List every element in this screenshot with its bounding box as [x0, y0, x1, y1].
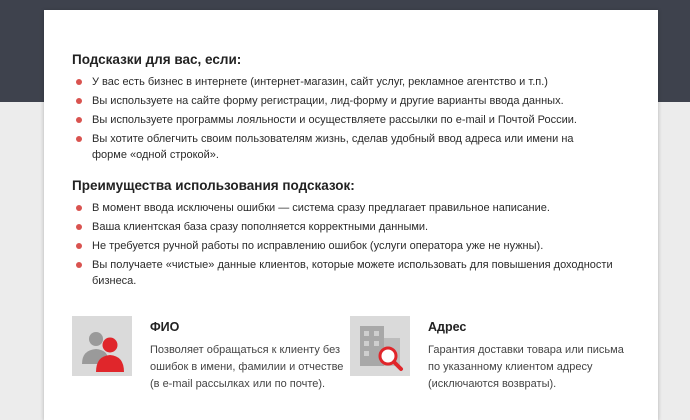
feature-title: Адрес — [428, 320, 467, 334]
for-you-list — [72, 74, 642, 163]
bullet-icon — [76, 205, 82, 211]
feature-description: Позволяет обращаться к клиенту без ошибок в имени, фамилии и отчестве (в e-mail рассылках или по почте). — [150, 344, 344, 390]
bullet-icon — [76, 79, 82, 85]
list-item: У вас есть бизнес в интернете (интернет-магазин, сайт услуг, рекламное агентство и т.п.) — [72, 74, 642, 90]
list-item: Вы хотите облегчить своим пользователям жизнь, сделав удобный ввод адреса или имени на форме «одной строкой». — [72, 131, 597, 163]
benefits-list — [72, 200, 642, 289]
list-item: Вы используете программы лояльности и осуществляете рассылки по e-mail и Почтой России. — [72, 112, 642, 128]
bullet-icon — [76, 224, 82, 230]
list-item: Ваша клиентская база сразу пополняется корректными данными. — [72, 219, 642, 235]
section-title-for-you: Подсказки для вас, если: — [72, 52, 242, 67]
bullet-icon — [76, 117, 82, 123]
list-item: Вы получаете «чистые» данные клиентов, которые можете использовать для повышения доходности бизнеса. — [72, 257, 632, 289]
list-item: В момент ввода исключены ошибки — система сразу предлагает правильное написание. — [72, 200, 642, 216]
bullet-icon — [76, 98, 82, 104]
building-magnifier-icon — [350, 316, 410, 376]
bullet-icon — [76, 243, 82, 249]
feature-title: ФИО — [150, 320, 180, 334]
list-item: Вы используете на сайте форму регистрации, лид-форму и другие варианты ввода данных. — [72, 93, 642, 109]
section-title-benefits: Преимущества использования подсказок: — [72, 178, 355, 193]
content-card — [44, 10, 658, 420]
people-icon — [72, 316, 132, 376]
list-item: Не требуется ручной работы по исправлению ошибок (услуги оператора уже не нужны). — [72, 238, 642, 254]
feature-description: Гарантия доставки товара или письма по указанному клиентом адресу (исключаются возвраты). — [428, 344, 624, 390]
bullet-icon — [76, 262, 82, 268]
bullet-icon — [76, 136, 82, 142]
